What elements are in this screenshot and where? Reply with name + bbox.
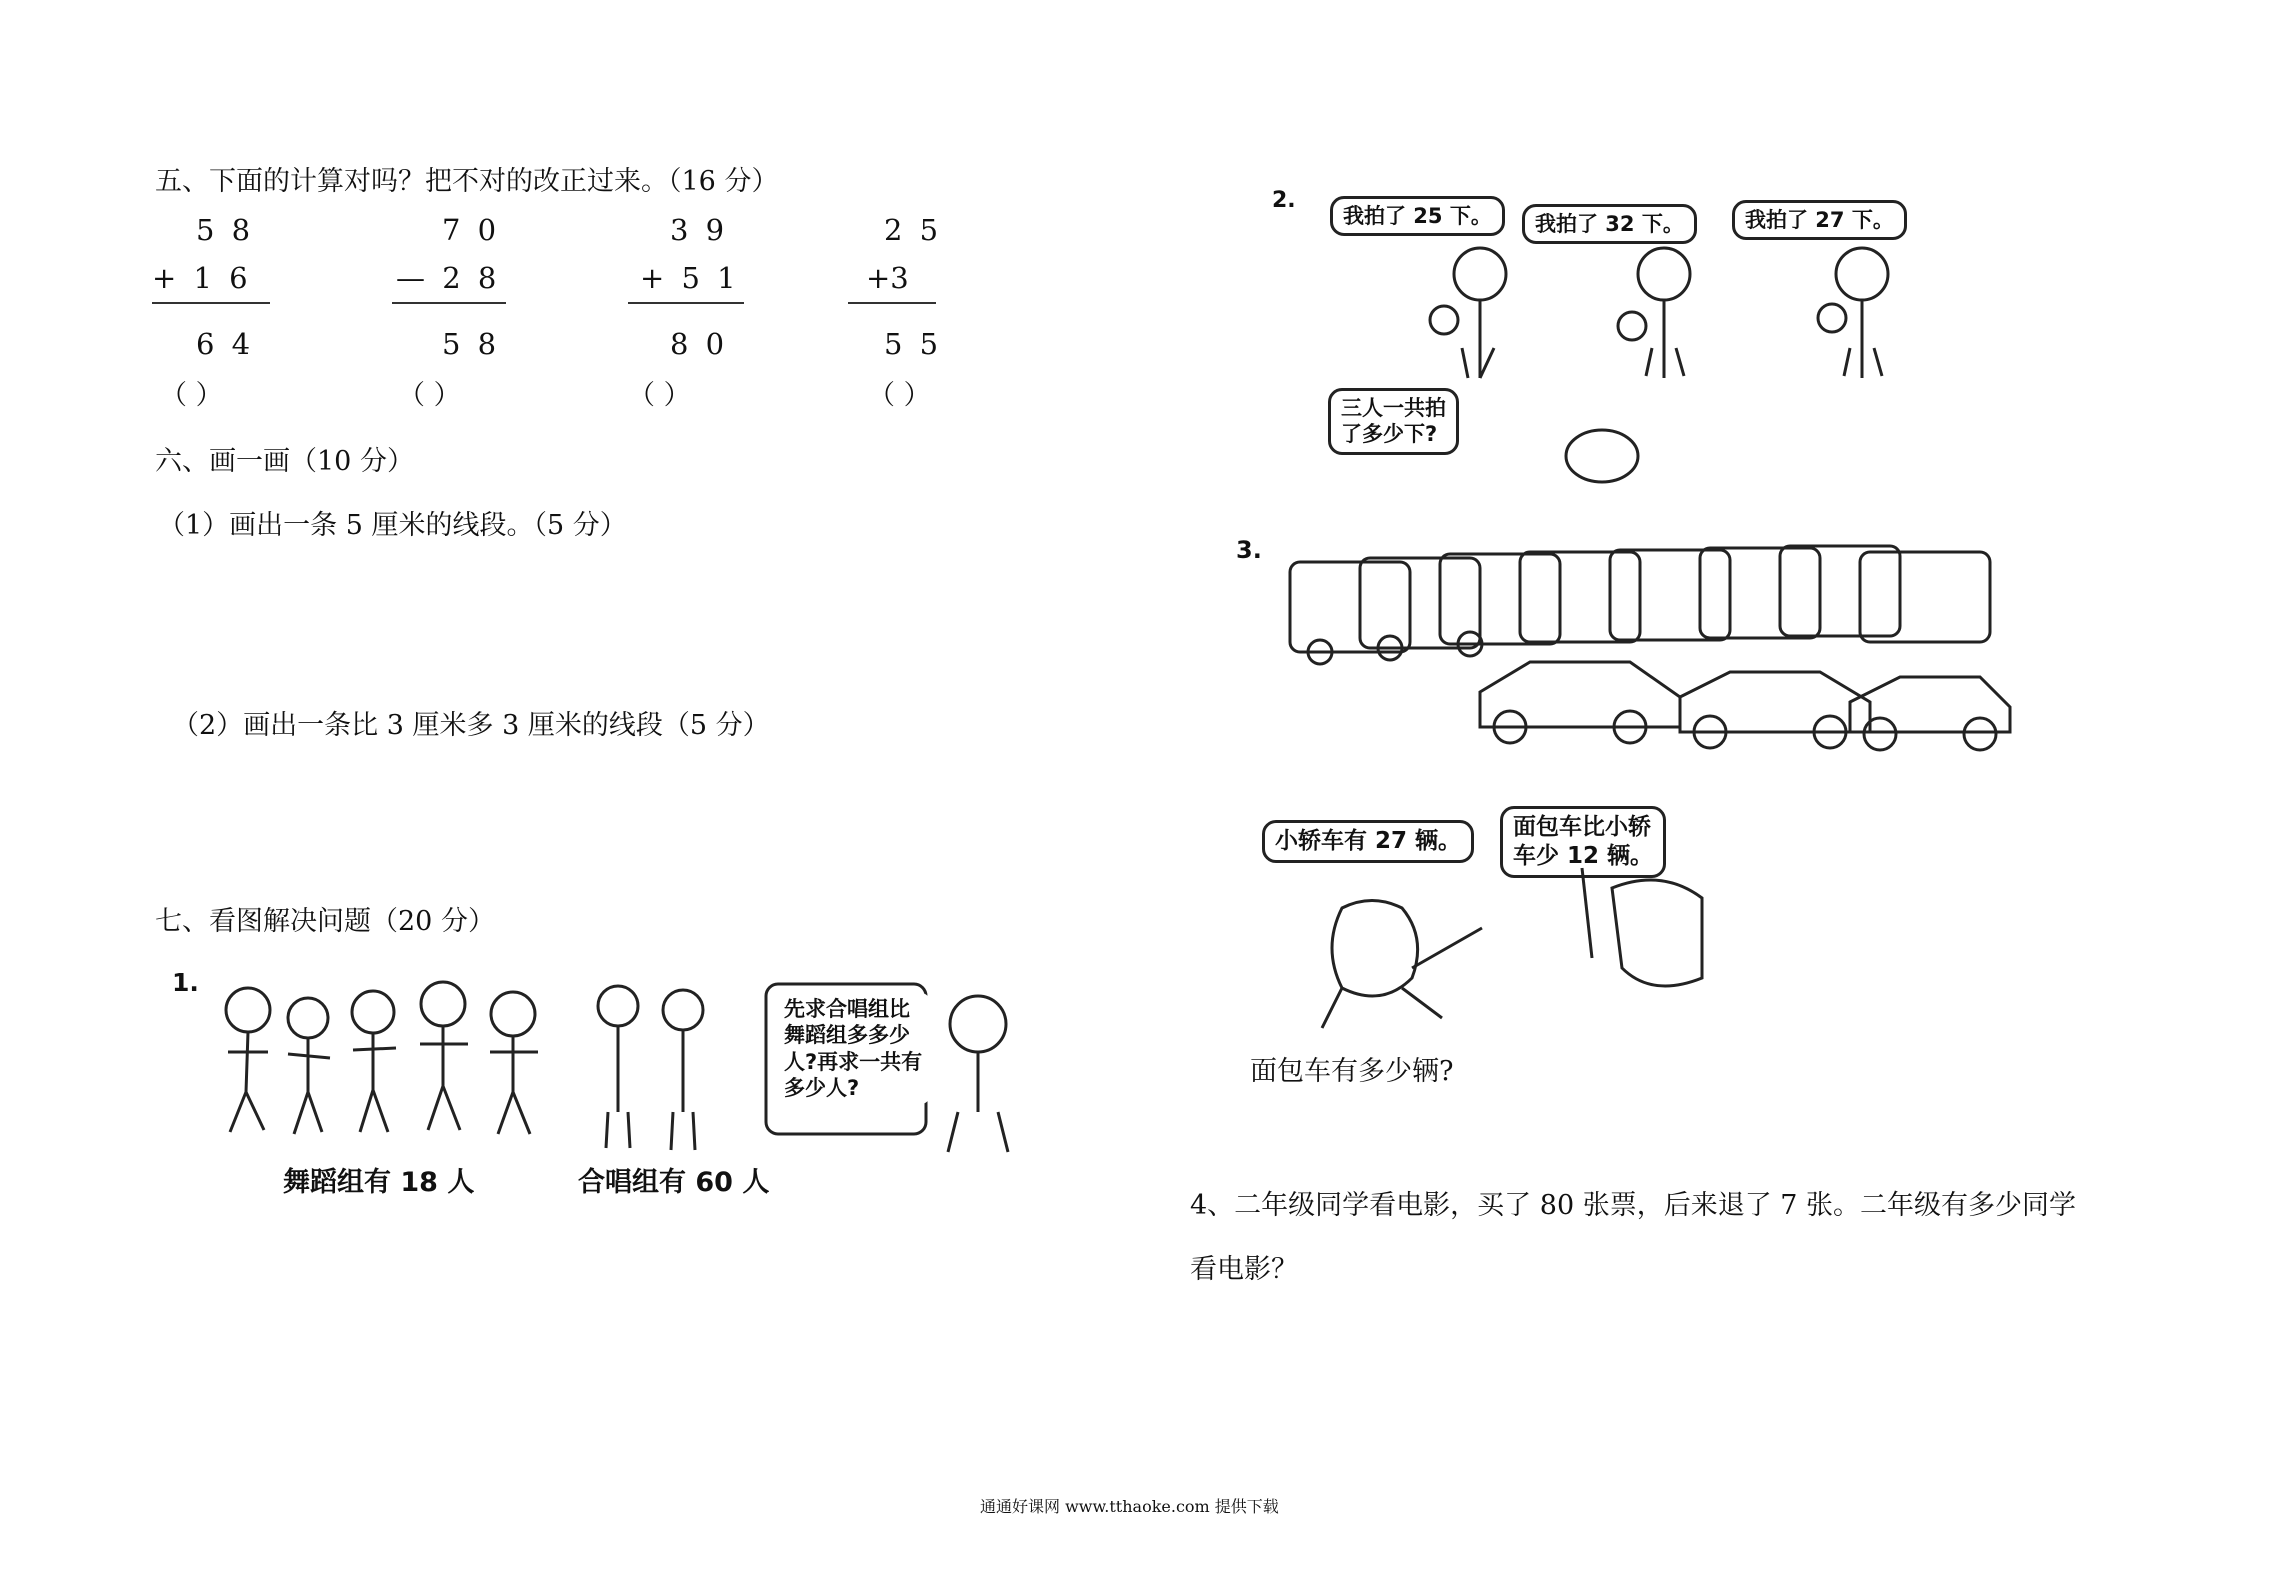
problem1-rule — [152, 302, 270, 304]
problem1-hint-bubble: 先求合唱组比 舞蹈组多多少 人?再求一共有 多少人? — [774, 992, 932, 1105]
problem3-vehicles-illustration — [1210, 522, 2095, 762]
question-bubble: 三人一共拍 了多少下? — [1328, 388, 1459, 455]
problem2-rule — [392, 302, 506, 304]
problem4-rule — [848, 302, 936, 304]
dance-group-caption: 舞蹈组有 18 人 — [283, 1167, 475, 1198]
problem1-judge[interactable]: （ ） — [160, 380, 223, 411]
section6-question2: （2）画出一条比 3 厘米多 3 厘米的线段（5 分） — [172, 710, 770, 741]
speech-bubble-32: 我拍了 32 下。 — [1522, 204, 1697, 244]
problem2-judge[interactable]: （ ） — [398, 380, 461, 411]
problem4-line1: 4、二年级同学看电影，买了 80 张票，后来退了 7 张。二年级有多少同学 — [1190, 1190, 2077, 1221]
buses-cars-drawing — [1210, 522, 2095, 762]
problem1-operand: + 1 6 — [152, 261, 252, 295]
section7-title: 七、看图解决问题（20 分） — [155, 906, 495, 937]
problem3-question: 面包车有多少辆? — [1250, 1056, 1454, 1087]
boy-speech-bubble: 面包车比小轿 车少 12 辆。 — [1500, 806, 1666, 878]
problem3-operand: + 5 1 — [640, 261, 740, 295]
problem4-operand: +3 — [866, 261, 909, 295]
section6-title: 六、画一画（10 分） — [155, 446, 414, 477]
problem1-number: 1. — [172, 968, 199, 997]
problem4-line2: 看电影？ — [1190, 1254, 1298, 1285]
problem4-judge[interactable]: （ ） — [868, 380, 931, 411]
problem3-judge[interactable]: （ ） — [628, 380, 691, 411]
problem2-illustration — [1232, 178, 1952, 488]
problem4-top: 2 5 — [884, 213, 943, 247]
problem3-top: 3 9 — [670, 213, 729, 247]
problem2-operand: — 2 8 — [396, 261, 501, 295]
problem2-result: 5 8 — [442, 327, 501, 361]
problem2-top: 7 0 — [442, 213, 501, 247]
section5-title: 五、下面的计算对吗？把不对的改正过来。（16 分） — [155, 166, 779, 197]
section6-question1: （1）画出一条 5 厘米的线段。（5 分） — [158, 510, 627, 541]
speech-bubble-25: 我拍了 25 下。 — [1330, 196, 1505, 236]
choir-group-caption: 合唱组有 60 人 — [578, 1167, 770, 1198]
problem1-illustration — [168, 962, 1048, 1202]
problem1-result: 6 4 — [196, 327, 255, 361]
page-footer: 通通好课网 www.tthaoke.com 提供下载 — [980, 1497, 1279, 1516]
problem2-number: 2. — [1272, 188, 1296, 213]
problem1-top: 5 8 — [196, 213, 255, 247]
girl-speech-bubble: 小轿车有 27 辆。 — [1262, 820, 1474, 863]
girl-boy-drawing — [1192, 778, 1722, 1028]
problem3-rule — [628, 302, 744, 304]
problem3-people-illustration — [1192, 778, 1722, 1028]
problem3-result: 8 0 — [670, 327, 729, 361]
problem4-result: 5 5 — [884, 327, 943, 361]
speech-bubble-27: 我拍了 27 下。 — [1732, 200, 1907, 240]
problem3-number: 3. — [1236, 536, 1262, 564]
